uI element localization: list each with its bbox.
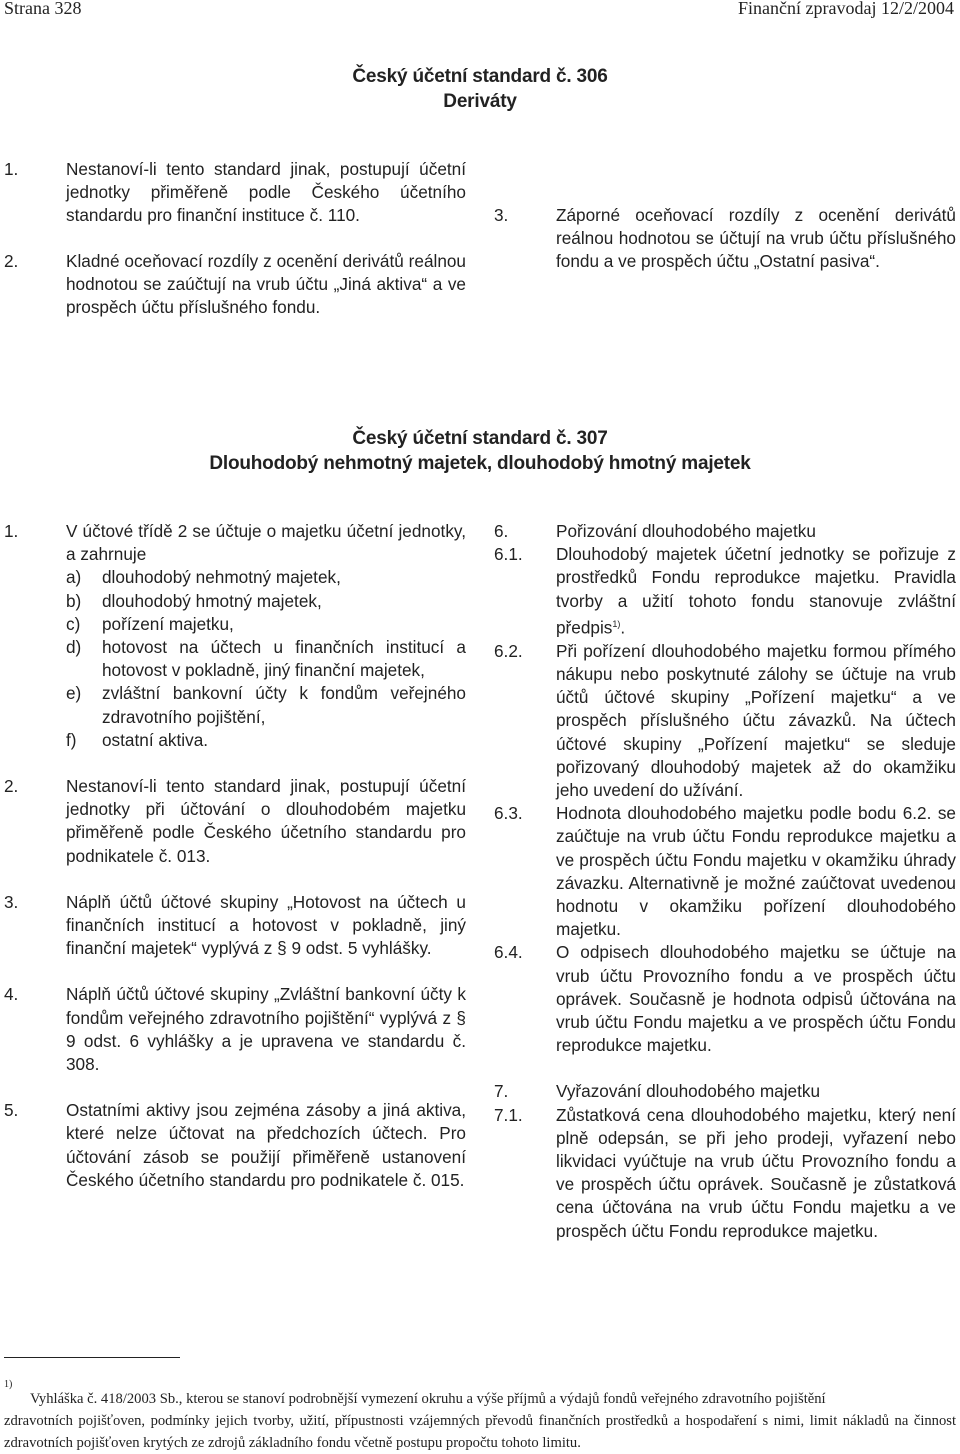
- s307-right-column: [494, 520, 956, 1243]
- list-item: f) ostatní aktiva.: [66, 729, 209, 750]
- s307-item-2: 2. Nestanoví-li tento standard jinak, postupují účetní jednotky při účtování o dlouhodobém majetku přiměřeně podle Českého účetního standardu pro podnikatele č. 013.: [4, 776, 466, 866]
- s306-right-column: [494, 158, 956, 274]
- standard-306-subject: Deriváty: [443, 91, 517, 112]
- footnote-line-1: Vyhláška č. 418/2003 Sb., kterou se stanoví podrobnější vymezení okruhu a výše příjmů a výdajů fondů veřejného zdravotního pojištění: [30, 1391, 826, 1407]
- s307-left-column: [4, 520, 466, 1192]
- s307-item-6: 6. Pořizování dlouhodobého majetku: [494, 521, 816, 541]
- s307-item-5: 5. Ostatními aktivy jsou zejména zásoby a jiná aktiva, které nelze účtovat na předchozích účtech. Pro účtování zásob se použijí přiměřeně ustanovení Českého účetního standardu pro podnikatele č. 015.: [4, 1100, 466, 1190]
- s307-item-7-1: 7.1. Zůstatková cena dlouhodobého majetku, který není plně odepsán, se při jeho prodeji, vyřazení nebo likvidaci vyúčtuje na vrub účtu Provozního fondu a ve prospěch účtu oprávek. Současně je zůstatková cena účtována na vrub účtu Fondu majetku a ve prospěch účtu Fondu reprodukce majetku.: [494, 1104, 956, 1241]
- standard-307-heading: Český účetní standard č. 307: [352, 428, 608, 449]
- list-item: d) hotovost na účtech u finančních institucí a hotovost v pokladně, jiný finanční majetek,: [66, 637, 466, 681]
- s306-item-3: 3. Záporné oceňovací rozdíly z ocenění derivátů reálnou hodnotou se účtují na vrub účtu příslušného fondu a ve prospěch účtu „Ostatní pasiva“.: [494, 205, 956, 272]
- s307-item-7: 7. Vyřazování dlouhodobého majetku: [494, 1081, 821, 1102]
- list-item: a) dlouhodobý nehmotný majetek,: [66, 567, 341, 588]
- footnote-line-2: zdravotních pojišťoven, podmínky jejich tvorby, užití, přípustnosti vzájemných převodů finančních prostředků a hospodaření s nimi, limit nákladů na činnost zdravotních pojišťoven krytých ze zdrojů základního fondu včetně postupu propočtu tohoto limitu.: [4, 1413, 956, 1451]
- footnote-divider: [4, 1357, 180, 1358]
- list-item: c) pořízení majetku,: [66, 613, 234, 634]
- standard-307-title: [0, 426, 960, 476]
- s306-item-2: 2. Kladné oceňovací rozdíly z ocenění derivátů reálnou hodnotou se zaúčtují na vrub účtu „Jiná aktiva“ a ve prospěch účtu příslušného fondu.: [4, 250, 466, 318]
- s307-item-6-4: 6.4. O odpisech dlouhodobého majetku se účtuje na vrub účtu Provozního fondu a ve prospěch účtu oprávek. Současně je hodnota odpisů účtována na vrub účtu Fondu majetku a ve prospěch účtu Fondu reprodukce majetku.: [494, 942, 956, 1056]
- s306-left-column: [4, 158, 466, 319]
- journal-title: Finanční zpravodaj 12/2/2004: [738, 0, 954, 18]
- s306-item-1: 1. Nestanoví-li tento standard jinak, postupují účetní jednotky přiměřeně podle Českého účetního standardu pro finanční instituce č. 110.: [4, 159, 466, 226]
- s307-item-6-3: 6.3. Hodnota dlouhodobého majetku podle bodu 6.2. se zaúčtuje na vrub účtu Fondu reprodukce majetku a ve prospěch účtu Fondu majetku v okamžiku úhrady závazku. Alternativně je možné zaúčtovat uvedenou hodnotu v okamžiku pořízení dlouhodobého majetku.: [494, 803, 956, 940]
- s307-item-6-2: 6.2. Při pořízení dlouhodobého majetku formou přímého nákupu nebo poskytnuté zálohy se účtuje na vrub účtů účtové skupiny „Pořízení majetku“ a ve prospěch příslušného účtu závazků. Na účtech účtové skupiny „Pořízení majetku“ se sleduje pořizovaný dlouhodobý majetek až do okamžiku jeho uvedení do užívání.: [494, 640, 956, 800]
- list-item: e) zvláštní bankovní účty k fondům veřejného zdravotního pojištění,: [66, 683, 466, 727]
- standard-306-title: [0, 64, 960, 114]
- page-number: Strana 328: [4, 0, 82, 18]
- s307-item-6-1: 6.1. Dlouhodobý majetek účetní jednotky se pořizuje z prostředků Fondu reprodukce majetku. Pravidla tvorby a užití tohoto fondu stanovuje zvláštní předpis$^{1)}$.: [494, 544, 956, 638]
- footnote-ref: 1): [612, 618, 621, 629]
- s307-item-4: 4. Náplň účtů účtové skupiny „Zvláštní bankovní účty k fondům veřejného zdravotního pojištění“ vyplývá z § 9 odst. 6 vyhlášky a je upravena ve standardu č. 308.: [4, 984, 466, 1075]
- footnote-mark: 1): [4, 1379, 13, 1390]
- s307-item-3: 3. Náplň účtů účtové skupiny „Hotovost na účtech u finančních institucí a hotovost v pokladně, jiný finanční majetek“ vyplývá z § 9 odst. 5 vyhlášky.: [4, 891, 466, 959]
- list-item: b) dlouhodobý hmotný majetek,: [66, 590, 322, 611]
- footnote: [4, 1379, 956, 1454]
- standard-306-heading: Český účetní standard č. 306: [352, 66, 608, 87]
- standard-307-subject: Dlouhodobý nehmotný majetek, dlouhodobý hmotný majetek: [209, 453, 751, 474]
- s307-item-1: 1. V účtové třídě 2 se účtuje o majetku účetní jednotky, a zahrnuje a) dlouhodobý nehmotný majetek, b) dlouhodobý hmotný majetek, c) pořízení majetku, d) hotovost na účtech u finančních institucí a hotovost v pokladně, jiný finanční majetek, e) zvláštní bankovní účty k fondům veřejného zdravotního pojištění, f) ostatní aktiva.: [4, 520, 466, 752]
